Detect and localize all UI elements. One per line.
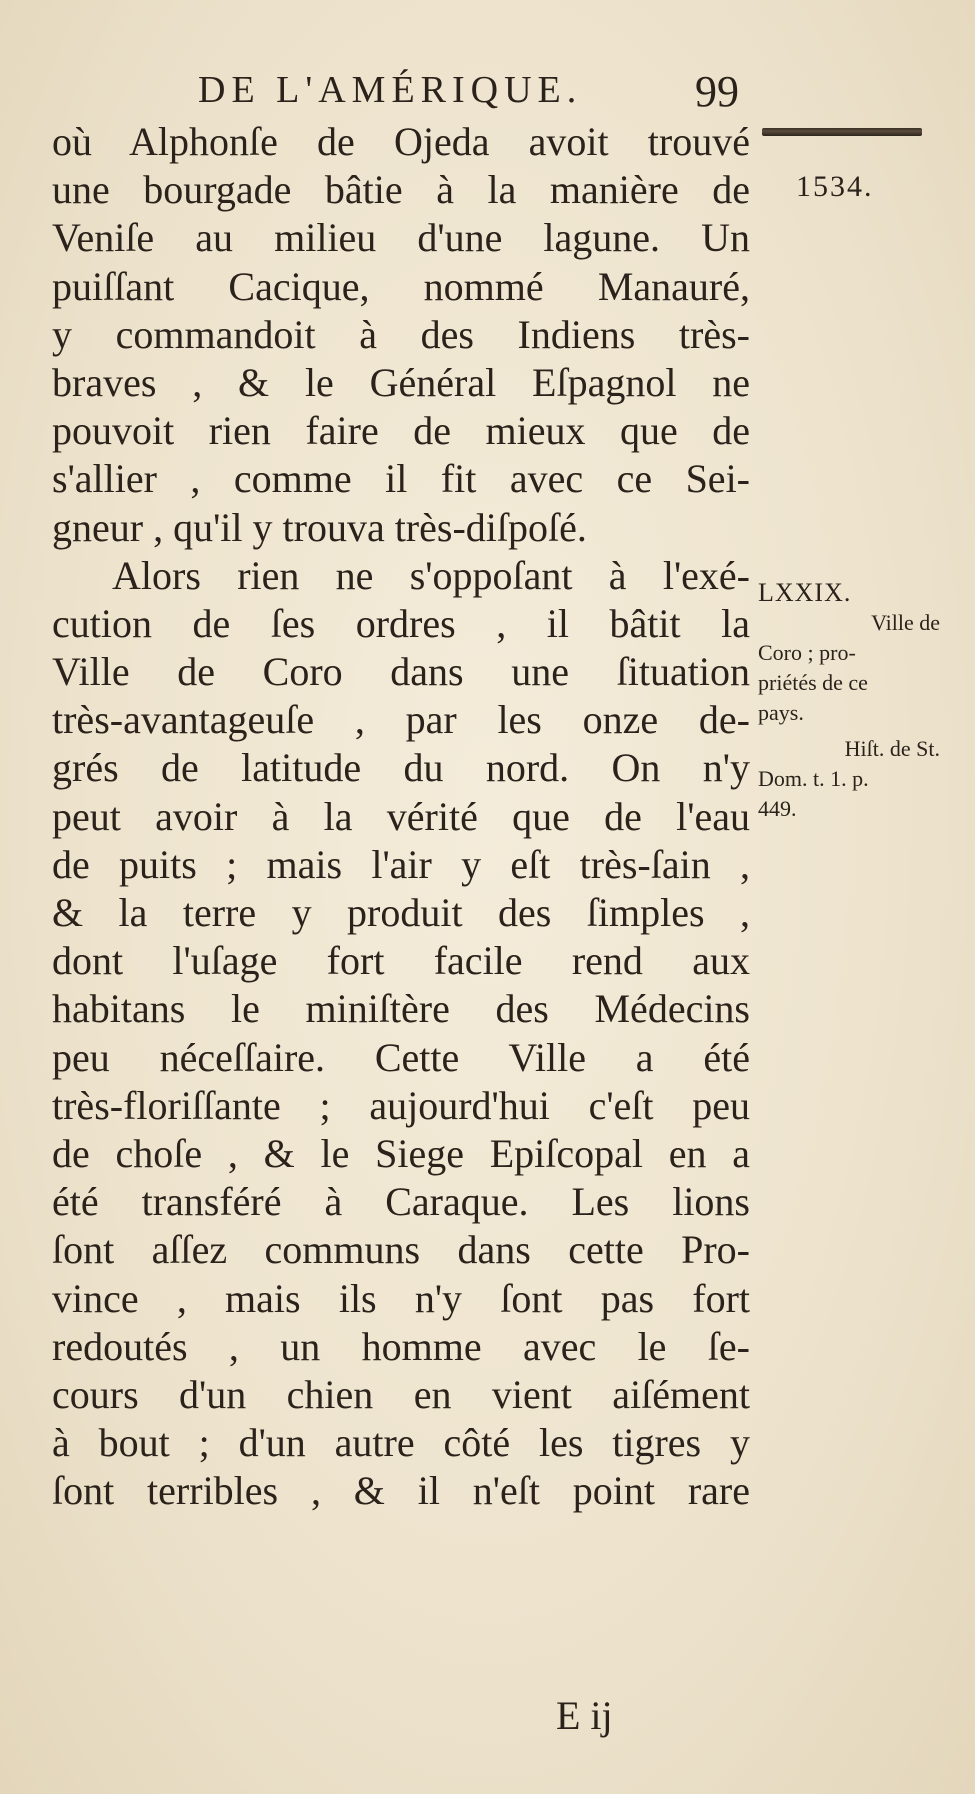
text-line: habitans le miniſtère des Médecins bbox=[52, 986, 750, 1032]
text-line: très-avantageuſe , par les onze de- bbox=[52, 697, 750, 743]
text-line: de choſe , & le Siege Epiſcopal en a bbox=[52, 1130, 750, 1176]
text-line: une bourgade bâtie à la manière de bbox=[52, 167, 750, 213]
page-number: 99 bbox=[695, 67, 739, 116]
text-line: Ville de Coro dans une ſituation bbox=[52, 649, 750, 695]
body-text bbox=[52, 118, 750, 1515]
text-line: braves , & le Général Eſpagnol ne bbox=[52, 359, 750, 405]
margin-rule bbox=[762, 128, 922, 136]
text-line: cution de ſes ordres , il bâtit la bbox=[52, 600, 750, 646]
side-note-numeral: LXXIX. bbox=[758, 578, 852, 607]
side-note-source-line: 449. bbox=[758, 796, 797, 821]
text-line: ſont terribles , & il n'eſt point rare bbox=[52, 1468, 750, 1514]
text-line: & la terre y produit des ſimples , bbox=[52, 890, 750, 935]
side-note bbox=[758, 578, 944, 824]
text-line: y commandoit à des Indiens très- bbox=[52, 311, 750, 357]
margin-year: 1534. bbox=[796, 170, 874, 203]
side-note-source-line: Hiſt. de St. bbox=[844, 736, 940, 761]
text-line: dont l'uſage fort facile rend aux bbox=[52, 938, 750, 984]
text-line: redoutés , un homme avec le ſe- bbox=[52, 1323, 750, 1369]
text-line: Veniſe au milieu d'une lagune. Un bbox=[52, 215, 750, 261]
side-note-source-line: Dom. t. 1. p. bbox=[758, 766, 869, 791]
text-line: gneur , qu'il y trouva très-diſpoſé. bbox=[52, 504, 587, 550]
signature-mark: E ij bbox=[556, 1693, 613, 1738]
text-line: puiſſant Cacique, nommé Manauré, bbox=[52, 263, 750, 309]
show-through-texture bbox=[838, 1048, 938, 1308]
text-line: Alors rien ne s'oppoſant à l'exé- bbox=[112, 552, 750, 598]
text-line: pouvoit rien faire de mieux que de bbox=[52, 408, 750, 454]
side-note-line: Coro ; pro- bbox=[758, 640, 856, 665]
running-head: DE L'AMÉRIQUE. bbox=[198, 69, 583, 111]
text-line: peut avoir à la vérité que de l'eau bbox=[52, 793, 750, 839]
text-line: s'allier , comme il fit avec ce Sei- bbox=[52, 456, 750, 502]
side-note-line: pays. bbox=[758, 700, 804, 725]
text-line: vince , mais ils n'y ſont pas fort bbox=[52, 1275, 750, 1321]
text-line: de puits ; mais l'air y eſt très-ſain , bbox=[52, 841, 750, 887]
text-line: été transféré à Caraque. Les lions bbox=[52, 1179, 750, 1225]
text-line: cours d'un chien en vient aiſément bbox=[52, 1371, 750, 1417]
text-line: à bout ; d'un autre côté les tigres y bbox=[52, 1420, 750, 1466]
text-line: ſont aſſez communs dans cette Pro- bbox=[52, 1227, 750, 1273]
text-line: très-floriſſante ; aujourd'hui c'eſt peu bbox=[52, 1082, 750, 1128]
text-line: grés de latitude du nord. On n'y bbox=[52, 745, 750, 791]
text-line: où Alphonſe de Ojeda avoit trouvé bbox=[52, 119, 750, 164]
side-note-line: priétés de ce bbox=[758, 670, 868, 695]
side-note-line: Ville de bbox=[871, 610, 940, 635]
text-line: peu néceſſaire. Cette Ville a été bbox=[52, 1034, 750, 1080]
